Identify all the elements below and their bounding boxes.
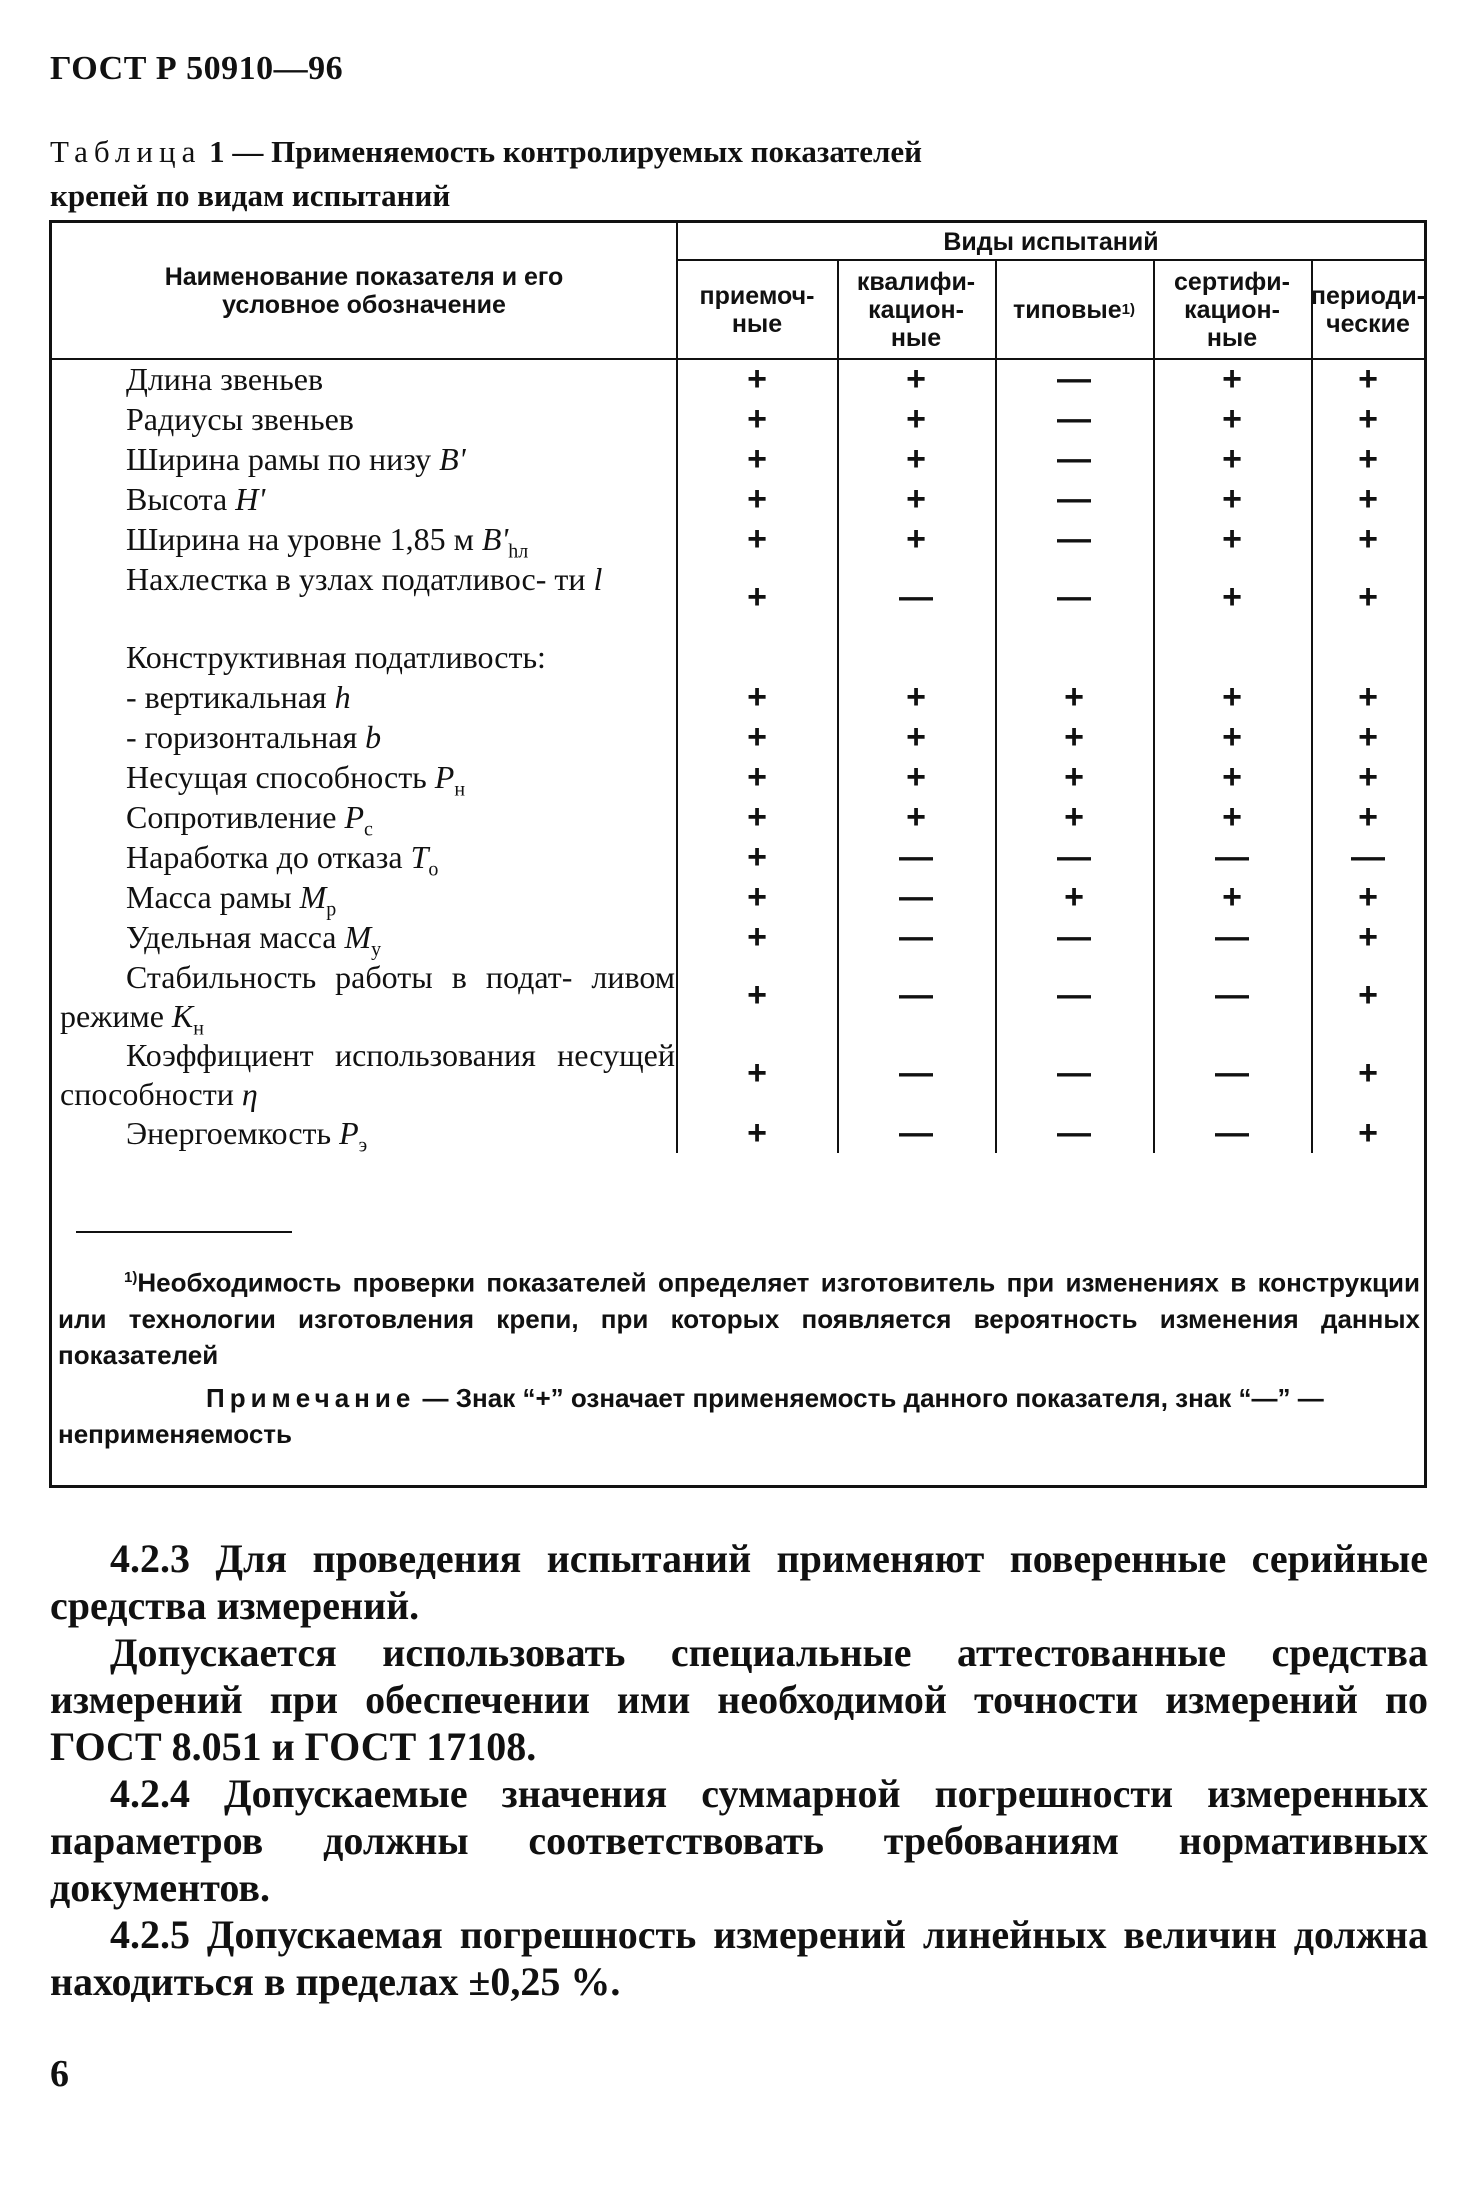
applicability-mark: — bbox=[1057, 360, 1091, 398]
applicability-mark: + bbox=[906, 360, 926, 398]
applicability-mark: + bbox=[1222, 360, 1242, 398]
indicator-name-text: Масса рамы bbox=[126, 879, 292, 915]
applicability-mark: + bbox=[747, 678, 767, 716]
applicability-mark: + bbox=[1064, 878, 1084, 916]
applicability-mark: + bbox=[747, 798, 767, 836]
caption-line2: крепей по видам испытаний bbox=[50, 178, 451, 213]
applicability-mark: + bbox=[747, 918, 767, 956]
applicability-mark: + bbox=[1222, 678, 1242, 716]
table-row bbox=[52, 718, 1424, 758]
table-row bbox=[52, 480, 1424, 520]
applicability-mark: + bbox=[1358, 578, 1378, 616]
indicator-symbol: B' bbox=[439, 441, 466, 477]
indicator-name bbox=[60, 958, 675, 1048]
indicator-symbol: T bbox=[410, 839, 429, 875]
applicability-mark: + bbox=[747, 360, 767, 398]
column-header-1 bbox=[678, 263, 836, 357]
applicability-mark: + bbox=[1358, 480, 1378, 518]
applicability-mark: + bbox=[1358, 678, 1378, 716]
column-header-3 bbox=[996, 263, 1152, 357]
applicability-mark: + bbox=[747, 976, 767, 1014]
indicator-name bbox=[60, 400, 675, 439]
column-header-label: сертифи- кацион- ные bbox=[1174, 268, 1290, 352]
caption-line1: Применяемость контролируемых показателей bbox=[271, 134, 923, 169]
column-header-label: приемоч- ные bbox=[699, 282, 815, 338]
applicability-mark: + bbox=[1222, 480, 1242, 518]
column-header-5 bbox=[1312, 263, 1424, 357]
applicability-mark: — bbox=[1057, 578, 1091, 616]
applicability-mark: — bbox=[1215, 1114, 1249, 1152]
applicability-mark: — bbox=[899, 976, 933, 1014]
test-types-header: Виды испытаний bbox=[943, 228, 1159, 256]
indicator-name-text: Конструктивная податливость: bbox=[126, 639, 546, 675]
body-paragraph: 4.2.5 Допускаемая погрешность измерений линейных величин должна находиться в пределах ±0,25 %. bbox=[50, 1912, 1428, 2004]
indicator-name-text: - вертикальная bbox=[126, 679, 327, 715]
column-header-4 bbox=[1154, 263, 1310, 357]
indicator-name bbox=[60, 678, 675, 717]
applicability-mark: + bbox=[906, 400, 926, 438]
applicability-mark: — bbox=[1057, 976, 1091, 1014]
indicator-name-line1: Нахлестка в узлах податливос- bbox=[126, 561, 547, 597]
applicability-mark: — bbox=[899, 578, 933, 616]
indicator-name-text: Сопротивление bbox=[126, 799, 337, 835]
table-row bbox=[52, 918, 1424, 961]
applicability-mark: + bbox=[747, 520, 767, 558]
table-row bbox=[52, 638, 1424, 678]
indicator-symbol: K bbox=[171, 998, 194, 1034]
table-row bbox=[52, 878, 1424, 921]
indicator-symbol: P bbox=[344, 799, 365, 835]
indicator-symbol-subscript: р bbox=[326, 898, 337, 921]
applicability-mark: + bbox=[1358, 918, 1378, 956]
indicator-name bbox=[60, 1036, 675, 1114]
note-text: — Знак “+” означает применяемость данного показателя, знак “—” — неприменяемость bbox=[58, 1383, 1324, 1449]
applicability-mark: + bbox=[1358, 400, 1378, 438]
indicator-name bbox=[60, 360, 675, 399]
applicability-mark: — bbox=[1215, 838, 1249, 876]
applicability-mark: + bbox=[906, 678, 926, 716]
table-row bbox=[52, 678, 1424, 718]
applicability-mark: — bbox=[899, 1114, 933, 1152]
applicability-mark: + bbox=[1358, 976, 1378, 1014]
indicator-symbol: M bbox=[299, 879, 327, 915]
table-note bbox=[58, 1380, 1420, 1452]
table-row bbox=[52, 520, 1424, 563]
table-footnote bbox=[58, 1260, 1420, 1373]
applicability-mark: + bbox=[1358, 360, 1378, 398]
indicator-name bbox=[60, 1114, 675, 1165]
indicator-name bbox=[60, 440, 675, 479]
indicator-name-text: - горизонтальная bbox=[126, 719, 358, 755]
table-caption bbox=[50, 130, 1430, 218]
applicability-mark: + bbox=[1222, 520, 1242, 558]
body-paragraph: 4.2.4 Допускаемые значения суммарной погрешности измеренных параметров должны соответствовать требованиям нормативных документов. bbox=[50, 1771, 1428, 1910]
indicator-symbol: P bbox=[339, 1115, 359, 1151]
document-id: ГОСТ Р 50910—96 bbox=[50, 50, 344, 87]
footnote-marker: 1) bbox=[124, 1269, 138, 1286]
indicator-name-text: Высота bbox=[126, 481, 228, 517]
applicability-mark: + bbox=[1222, 758, 1242, 796]
applicability-mark: + bbox=[906, 718, 926, 756]
applicability-mark: — bbox=[1057, 520, 1091, 558]
table-row bbox=[52, 360, 1424, 400]
applicability-mark: — bbox=[1215, 918, 1249, 956]
indicator-name-text: Наработка до отказа bbox=[126, 839, 403, 875]
applicability-mark: + bbox=[1222, 718, 1242, 756]
indicator-symbol: l bbox=[593, 561, 603, 597]
applicability-mark: + bbox=[747, 440, 767, 478]
applicability-mark: + bbox=[1358, 798, 1378, 836]
indicator-symbol: B' bbox=[481, 521, 509, 557]
table-row bbox=[52, 838, 1424, 881]
indicator-name-line1: Стабильность работы в подат- bbox=[126, 959, 573, 995]
indicator-name-text: Ширина на уровне 1,85 м bbox=[126, 521, 474, 557]
applicability-mark: — bbox=[1351, 838, 1385, 876]
applicability-mark: — bbox=[1057, 838, 1091, 876]
table-row bbox=[52, 1036, 1424, 1114]
caption-number: 1 bbox=[209, 134, 225, 169]
indicator-symbol: H' bbox=[235, 481, 266, 517]
applicability-mark: + bbox=[747, 578, 767, 616]
caption-dash: — bbox=[232, 134, 264, 169]
indicator-name bbox=[60, 560, 675, 599]
applicability-mark: + bbox=[1222, 798, 1242, 836]
applicability-mark: + bbox=[747, 718, 767, 756]
applicability-mark: — bbox=[899, 838, 933, 876]
indicator-symbol-subscript: н bbox=[193, 1017, 204, 1040]
indicator-name-text: Радиусы звеньев bbox=[126, 401, 354, 437]
applicability-mark: — bbox=[1057, 400, 1091, 438]
indicator-name bbox=[60, 638, 675, 677]
applicability-mark: + bbox=[1222, 440, 1242, 478]
applicability-mark: + bbox=[747, 480, 767, 518]
column-header-label: периоди- ческие bbox=[1310, 282, 1426, 338]
applicability-mark: + bbox=[1222, 578, 1242, 616]
indicator-name-line2: ливом режиме bbox=[60, 959, 676, 1034]
indicator-symbol-subscript: с bbox=[364, 818, 373, 841]
column-header-label: типовые bbox=[1013, 296, 1122, 324]
name-column-header: Наименование показателя и его условное обозначение bbox=[164, 262, 564, 319]
footnote-text: Необходимость проверки показателей определяет изготовитель при изменениях в конструкции или технологии изготовления крепи, при которых появляется вероятность изменения данных показателей bbox=[58, 1267, 1420, 1370]
applicability-mark: — bbox=[1215, 1054, 1249, 1092]
applicability-mark: — bbox=[1057, 1054, 1091, 1092]
indicator-symbol: η bbox=[241, 1076, 258, 1112]
applicability-mark: — bbox=[1057, 480, 1091, 518]
applicability-mark: — bbox=[1215, 976, 1249, 1014]
body-paragraph: 4.2.3 Для проведения испытаний применяют поверенные серийные средства измерений. bbox=[50, 1536, 1428, 1628]
applicability-mark: — bbox=[899, 1054, 933, 1092]
applicability-mark: + bbox=[747, 400, 767, 438]
applicability-mark: — bbox=[1057, 918, 1091, 956]
applicability-mark: + bbox=[747, 1054, 767, 1092]
applicability-mark: + bbox=[1358, 440, 1378, 478]
indicator-symbol-subscript: н bbox=[454, 778, 466, 801]
table-row bbox=[52, 758, 1424, 801]
indicator-name bbox=[60, 480, 675, 519]
indicator-name-text: Удельная масса bbox=[126, 919, 337, 955]
applicability-mark: — bbox=[899, 878, 933, 916]
table-row bbox=[52, 560, 1424, 638]
applicability-mark: + bbox=[1358, 878, 1378, 916]
indicator-name-line1: Коэффициент использования bbox=[126, 1037, 536, 1073]
indicator-symbol-subscript: у bbox=[371, 938, 382, 961]
applicability-mark: + bbox=[1358, 758, 1378, 796]
applicability-mark: — bbox=[1057, 440, 1091, 478]
applicability-mark: + bbox=[747, 838, 767, 876]
applicability-mark: — bbox=[899, 918, 933, 956]
applicability-mark: + bbox=[1064, 678, 1084, 716]
indicator-name-text: Несущая способность bbox=[126, 759, 427, 795]
indicator-symbol: P bbox=[434, 759, 455, 795]
indicator-symbol: M bbox=[344, 919, 372, 955]
column-header-label: квалифи- кацион- ные bbox=[856, 268, 976, 352]
applicability-mark: + bbox=[1064, 798, 1084, 836]
applicability-mark: + bbox=[906, 440, 926, 478]
table-row bbox=[52, 1114, 1424, 1157]
group-header-rule bbox=[676, 259, 1424, 261]
column-header-2 bbox=[838, 263, 994, 357]
applicability-mark: + bbox=[1358, 1054, 1378, 1092]
applicability-mark: + bbox=[1358, 718, 1378, 756]
applicability-mark: + bbox=[1358, 520, 1378, 558]
applicability-mark: + bbox=[1064, 718, 1084, 756]
indicator-name-line2: несущей способности bbox=[60, 1037, 675, 1112]
indicator-name bbox=[60, 718, 675, 757]
table-row bbox=[52, 440, 1424, 480]
applicability-mark: + bbox=[906, 480, 926, 518]
indicator-symbol-subscript: э bbox=[358, 1134, 368, 1157]
indicator-name-line2: ти bbox=[554, 561, 586, 597]
column-header-sup: 1) bbox=[1121, 301, 1135, 318]
indicator-name-text: Ширина рамы по низу bbox=[126, 441, 432, 477]
applicability-mark: + bbox=[1358, 1114, 1378, 1152]
applicability-mark: + bbox=[747, 1114, 767, 1152]
applicability-mark: + bbox=[747, 758, 767, 796]
footnote-rule bbox=[76, 1231, 292, 1233]
applicability-mark: + bbox=[906, 520, 926, 558]
body-paragraph: Допускается использовать специальные аттестованные средства измерений при обеспечении ими необходимой точности измерений по ГОСТ 8.051 и ГОСТ 17108. bbox=[50, 1630, 1428, 1769]
applicability-mark: + bbox=[1222, 878, 1242, 916]
indicator-symbol-subscript: о bbox=[428, 858, 439, 881]
table-row bbox=[52, 400, 1424, 440]
indicator-symbol: h bbox=[334, 679, 351, 715]
indicator-name-text: Энергоемкость bbox=[126, 1115, 332, 1151]
indicator-name-text: Длина звеньев bbox=[126, 361, 324, 397]
applicability-mark: + bbox=[1064, 758, 1084, 796]
indicator-symbol-subscript: hл bbox=[508, 540, 529, 563]
body-text bbox=[50, 1535, 1428, 2005]
indicator-symbol: b bbox=[365, 719, 382, 755]
applicability-mark: + bbox=[906, 758, 926, 796]
table-row bbox=[52, 958, 1424, 1040]
applicability-mark: + bbox=[1222, 400, 1242, 438]
caption-prefix: Таблица bbox=[50, 134, 202, 169]
note-label: Примечание bbox=[206, 1383, 416, 1413]
table-row bbox=[52, 798, 1424, 841]
applicability-mark: + bbox=[747, 878, 767, 916]
applicability-mark: + bbox=[906, 798, 926, 836]
applicability-mark: — bbox=[1057, 1114, 1091, 1152]
page-number: 6 bbox=[50, 2053, 69, 2095]
